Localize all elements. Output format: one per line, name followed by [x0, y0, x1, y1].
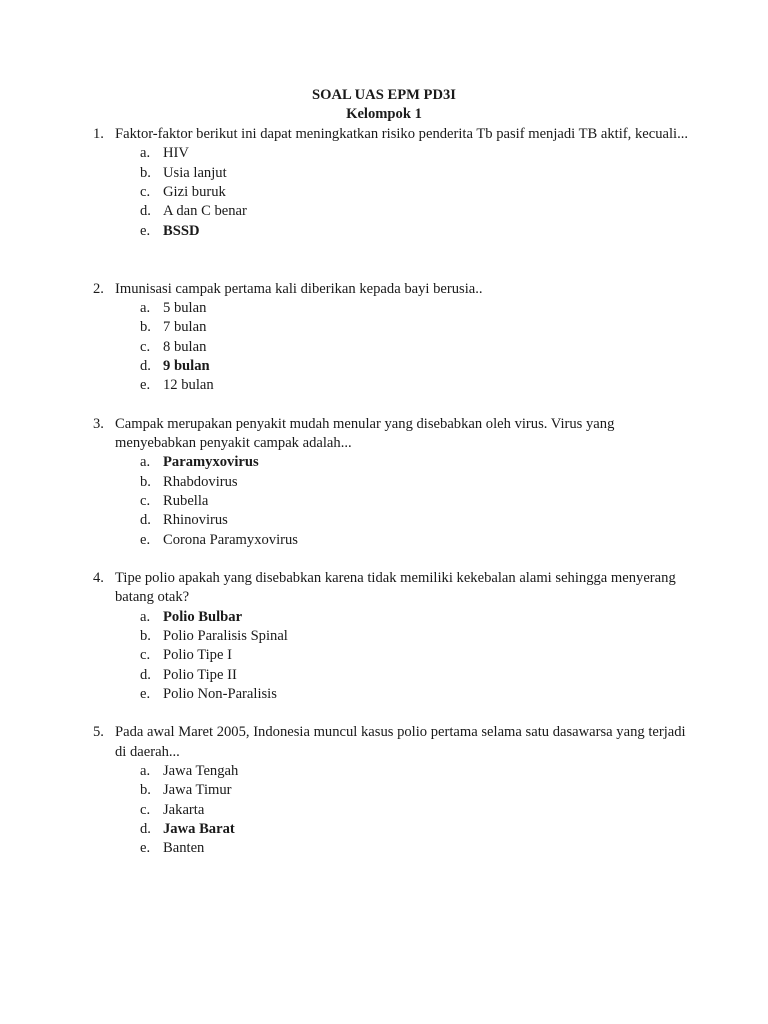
option-list	[93, 608, 693, 705]
option-a: a. Jawa Tengah	[140, 762, 239, 779]
question-number: 4.	[93, 569, 104, 586]
option-c: c. Jakarta	[140, 801, 205, 818]
option-c: c. Gizi buruk	[140, 183, 226, 200]
option-b: b. 7 bulan	[140, 319, 207, 336]
option-c: c. Polio Tipe I	[140, 647, 232, 664]
question-1	[93, 125, 693, 241]
option-list	[93, 453, 693, 550]
document-title: SOAL UAS EPM PD3I	[312, 87, 456, 103]
option-b: b. Jawa Timur	[140, 782, 232, 799]
option-e: e. 12 bulan	[140, 377, 214, 394]
question-3	[93, 415, 693, 551]
option-b: b. Usia lanjut	[140, 164, 227, 181]
question-4	[93, 569, 693, 705]
question-text: Pada awal Maret 2005, Indonesia muncul kasus polio pertama selama satu dasawarsa yang terjadi di daerah...	[115, 724, 686, 760]
option-c: c. Rubella	[140, 493, 209, 510]
option-d: d. Polio Tipe II	[140, 666, 237, 683]
option-a: a. Polio Bulbar	[140, 608, 243, 625]
question-5	[93, 723, 693, 859]
question-text: Campak merupakan penyakit mudah menular yang disebabkan oleh virus. Virus yang menyebabkan penyakit campak adalah...	[115, 415, 615, 451]
question-text: Imunisasi campak pertama kali diberikan kepada bayi berusia..	[115, 280, 483, 297]
option-a: a. Paramyxovirus	[140, 454, 259, 471]
option-list	[93, 144, 693, 241]
option-d: d. A dan C benar	[140, 203, 247, 220]
option-a: a. 5 bulan	[140, 299, 207, 316]
option-d: d. Rhinovirus	[140, 512, 228, 529]
option-d: d. 9 bulan	[140, 358, 210, 375]
question-number: 1.	[93, 125, 104, 142]
question-text: Faktor-faktor berikut ini dapat meningkatkan risiko penderita Tb pasif menjadi TB aktif, kecuali...	[115, 125, 689, 142]
option-e: e. Polio Non-Paralisis	[140, 686, 277, 703]
option-e: e. Corona Paramyxovirus	[140, 531, 298, 548]
option-d: d. Jawa Barat	[140, 821, 235, 838]
document-subtitle: Kelompok 1	[346, 106, 422, 123]
question-number: 2.	[93, 280, 104, 297]
option-e: e. Banten	[140, 840, 205, 857]
question-2	[93, 280, 693, 396]
option-list	[93, 762, 693, 859]
question-number: 5.	[93, 724, 104, 741]
option-list	[93, 299, 693, 396]
option-c: c. 8 bulan	[140, 338, 207, 355]
option-a: a. HIV	[140, 145, 189, 162]
question-text: Tipe polio apakah yang disebabkan karena tidak memiliki kekebalan alami sehingga menyerang batang otak?	[115, 569, 676, 606]
option-b: b. Rhabdovirus	[140, 473, 238, 490]
option-e: e. BSSD	[140, 222, 200, 239]
option-b: b. Polio Paralisis Spinal	[140, 628, 288, 644]
question-number: 3.	[93, 415, 104, 432]
